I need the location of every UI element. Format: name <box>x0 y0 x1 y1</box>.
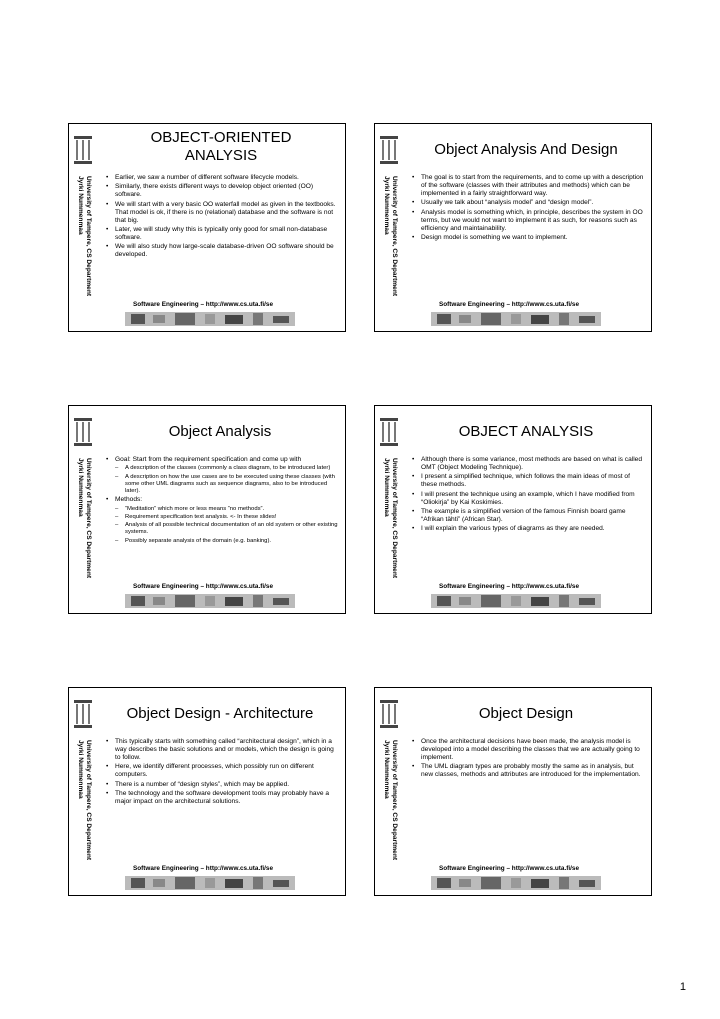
bullet: • There is a number of “design styles”, which may be applied. <box>105 781 339 789</box>
slide-sidebar <box>72 691 94 891</box>
university-pillar-logo <box>73 135 93 165</box>
bullet: • The technology and the software development tools may probably have a major impact on the architectural solutions. <box>105 790 339 806</box>
bullet: • Analysis model is something which, in principle, describes the system in OO terms, but we would not want to implement it as such, for reasons such as efficiency and maintainability. <box>411 209 645 233</box>
university-pillar-logo <box>73 417 93 447</box>
side-caption: University of Tampere, CS Department Jyrki Nummenmaa <box>383 740 398 861</box>
university-pillar-logo <box>379 135 399 165</box>
bullet: • I will explain the various types of diagrams as they are needed. <box>411 525 645 533</box>
bullet: • Earlier, we saw a number of different software lifecycle models. <box>105 174 339 182</box>
bullet: • I will present the technique using an example, which I have modified from “Oliokirja” by Kai Koskimies. <box>411 491 645 507</box>
sub-bullet: – “Meditation” which more or less means “no methods”. <box>105 506 339 513</box>
university-pillar-logo <box>379 699 399 729</box>
slide-title: Object Analysis <box>168 423 272 440</box>
slide-1 <box>68 123 346 332</box>
slide-sidebar <box>378 409 400 609</box>
bullet: • We will also study how large-scale database-driven OO software should be developed. <box>105 243 339 259</box>
slide-title: Object Design <box>478 705 574 722</box>
slide-6 <box>374 687 652 896</box>
bullet: • The UML diagram types are probably mostly the same as in analysis, but new classes, methods and attributes are introduced for the implementation. <box>411 763 645 779</box>
slide-title: Object Analysis And Design <box>434 141 618 158</box>
slide-5 <box>68 687 346 896</box>
slide-sidebar <box>378 127 400 327</box>
bullet: • We will start with a very basic OO waterfall model as given in the textbooks. That model is ok, if there is no (relational) database and the software is not that big. <box>105 201 339 225</box>
bullet: • Later, we will study why this is typically only good for small non-database software. <box>105 226 339 242</box>
slide-4 <box>374 405 652 614</box>
bullet: • Here, we identify different processes, which possibly run on different computers. <box>105 763 339 779</box>
slide-footer: Software Engineering – http://www.cs.uta.fi/se <box>439 301 580 308</box>
university-pillar-logo <box>73 699 93 729</box>
decorative-photo-strip <box>125 312 295 326</box>
university-pillar-logo <box>379 417 399 447</box>
slide-title: OBJECT ANALYSIS <box>458 423 594 440</box>
decorative-photo-strip <box>125 876 295 890</box>
bullet: • The goal is to start from the requirements, and to come up with a description of the software (classes with their attributes and methods) which can be implemented in a fairly straightforward way. <box>411 174 645 198</box>
slide-footer: Software Engineering – http://www.cs.uta.fi/se <box>133 583 274 590</box>
slide-2 <box>374 123 652 332</box>
slide-sidebar <box>72 409 94 609</box>
bullet: • Design model is something we want to implement. <box>411 234 645 242</box>
bullet: • Similarly, there exists different ways to develop object oriented (OO) software. <box>105 183 339 199</box>
slide-sidebar <box>378 691 400 891</box>
slide-body <box>105 174 339 260</box>
bullet: • The example is a simplified version of the famous Finnish board game “Afrikan tähti” (African Star). <box>411 508 645 524</box>
bullet: • Methods: <box>105 496 339 504</box>
slide-title: Object Design - Architecture <box>126 705 314 722</box>
decorative-photo-strip <box>125 594 295 608</box>
side-caption: University of Tampere, CS Department Jyrki Nummenmaa <box>77 740 92 861</box>
bullet: • Although there is some variance, most methods are based on what is called OMT (Object Modeling Technique). <box>411 456 645 472</box>
bullet: • I present a simplified technique, which follows the main ideas of most of these methods. <box>411 473 645 489</box>
slide-sidebar <box>72 127 94 327</box>
side-caption: University of Tampere, CS Department Jyrki Nummenmaa <box>383 458 398 579</box>
slide-body <box>411 456 645 534</box>
bullet: • Usually we talk about “analysis model” and “design model”. <box>411 199 645 207</box>
slide-body <box>411 174 645 243</box>
slide-body <box>411 738 645 781</box>
sub-bullet: – Requirement specification text analysis. <- In these slides! <box>105 514 339 521</box>
decorative-photo-strip <box>431 594 601 608</box>
slide-body <box>105 456 339 546</box>
side-caption: University of Tampere, CS Department Jyrki Nummenmaa <box>77 458 92 579</box>
decorative-photo-strip <box>431 876 601 890</box>
slide-body <box>105 738 339 807</box>
sub-bullet: – Possibly separate analysis of the domain (e.g. banking). <box>105 538 339 545</box>
slide-3 <box>68 405 346 614</box>
sub-bullet: – A description of the classes (commonly a class diagram, to be introduced later) <box>105 465 339 472</box>
slide-footer: Software Engineering – http://www.cs.uta.fi/se <box>439 865 580 872</box>
slide-footer: Software Engineering – http://www.cs.uta.fi/se <box>133 865 274 872</box>
bullet: • Once the architectural decisions have been made, the analysis model is developed into a model describing the classes that we are actually going to implement. <box>411 738 645 762</box>
side-caption: University of Tampere, CS Department Jyrki Nummenmaa <box>77 176 92 297</box>
slide-title: OBJECT-ORIENTED ANALYSIS <box>150 129 292 164</box>
page-number: 1 <box>679 981 686 993</box>
side-caption: University of Tampere, CS Department Jyrki Nummenmaa <box>383 176 398 297</box>
bullet: • Goal: Start from the requirement specification and come up with <box>105 456 339 464</box>
decorative-photo-strip <box>431 312 601 326</box>
sub-bullet: – Analysis of all possible technical documentation of an old system or other existing systems. <box>105 522 339 536</box>
bullet: • This typically starts with something called “architectural design”, which in a way describes the basic solutions and or models, which the design is going to follow. <box>105 738 339 762</box>
slide-footer: Software Engineering – http://www.cs.uta.fi/se <box>133 301 274 308</box>
slide-footer: Software Engineering – http://www.cs.uta.fi/se <box>439 583 580 590</box>
sub-bullet: – A description on how the use cases are to be executed using these classes (with some other UML diagrams such as sequence diagrams, also to be introduced later). <box>105 474 339 495</box>
